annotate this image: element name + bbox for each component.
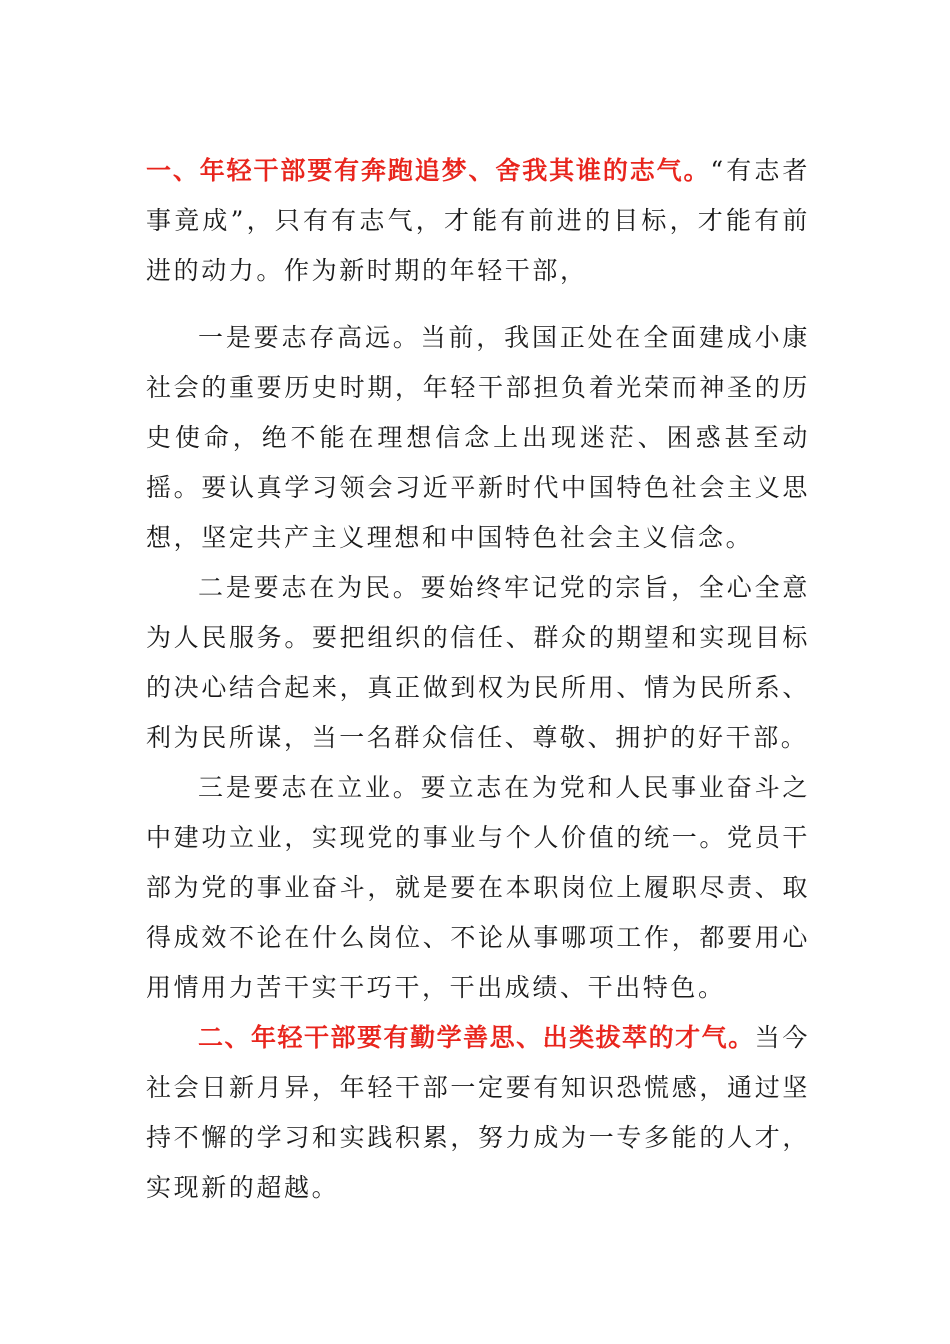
document-body [146,146,810,1213]
paragraph-1-text: “有志者事竟成”，只有有志气，才能有前进的目标，才能有前进的动力。作为新时期的年轻干部， [146,156,810,285]
paragraph-1 [146,146,810,296]
paragraph-5 [146,1013,810,1213]
paragraph-4-text: 三是要志在立业。要立志在为党和人民事业奋斗之中建功立业，实现党的事业与个人价值的统一。党员干部为党的事业奋斗，就是要在本职岗位上履职尽责、取得成效不论在什么岗位、不论从事哪项工作，都要用心用情用力苦干实干巧干，干出成绩、干出特色。 [146,773,810,1002]
section-heading-1: 一、年轻干部要有奔跑追梦、舍我其谁的志气。 [146,156,711,185]
paragraph-2-text: 一是要志存高远。当前，我国正处在全面建成小康社会的重要历史时期，年轻干部担负着光荣而神圣的历史使命，绝不能在理想信念上出现迷茫、困惑甚至动摇。要认真学习领会习近平新时代中国特色社会主义思想，坚定共产主义理想和中国特色社会主义信念。 [146,323,810,552]
paragraph-3 [146,563,810,763]
paragraph-3-text: 二是要志在为民。要始终牢记党的宗旨，全心全意为人民服务。要把组织的信任、群众的期望和实现目标的决心结合起来，真正做到权为民所用、情为民所系、利为民所谋，当一名群众信任、尊敬、拥护的好干部。 [146,573,810,752]
paragraph-2 [146,313,810,563]
section-heading-2: 二、年轻干部要有勤学善思、出类拔萃的才气。 [198,1023,755,1052]
paragraph-5-text: 当今社会日新月异，年轻干部一定要有知识恐慌感，通过坚持不懈的学习和实践积累，努力成为一专多能的人才，实现新的超越。 [146,1023,810,1202]
paragraph-4 [146,763,810,1013]
